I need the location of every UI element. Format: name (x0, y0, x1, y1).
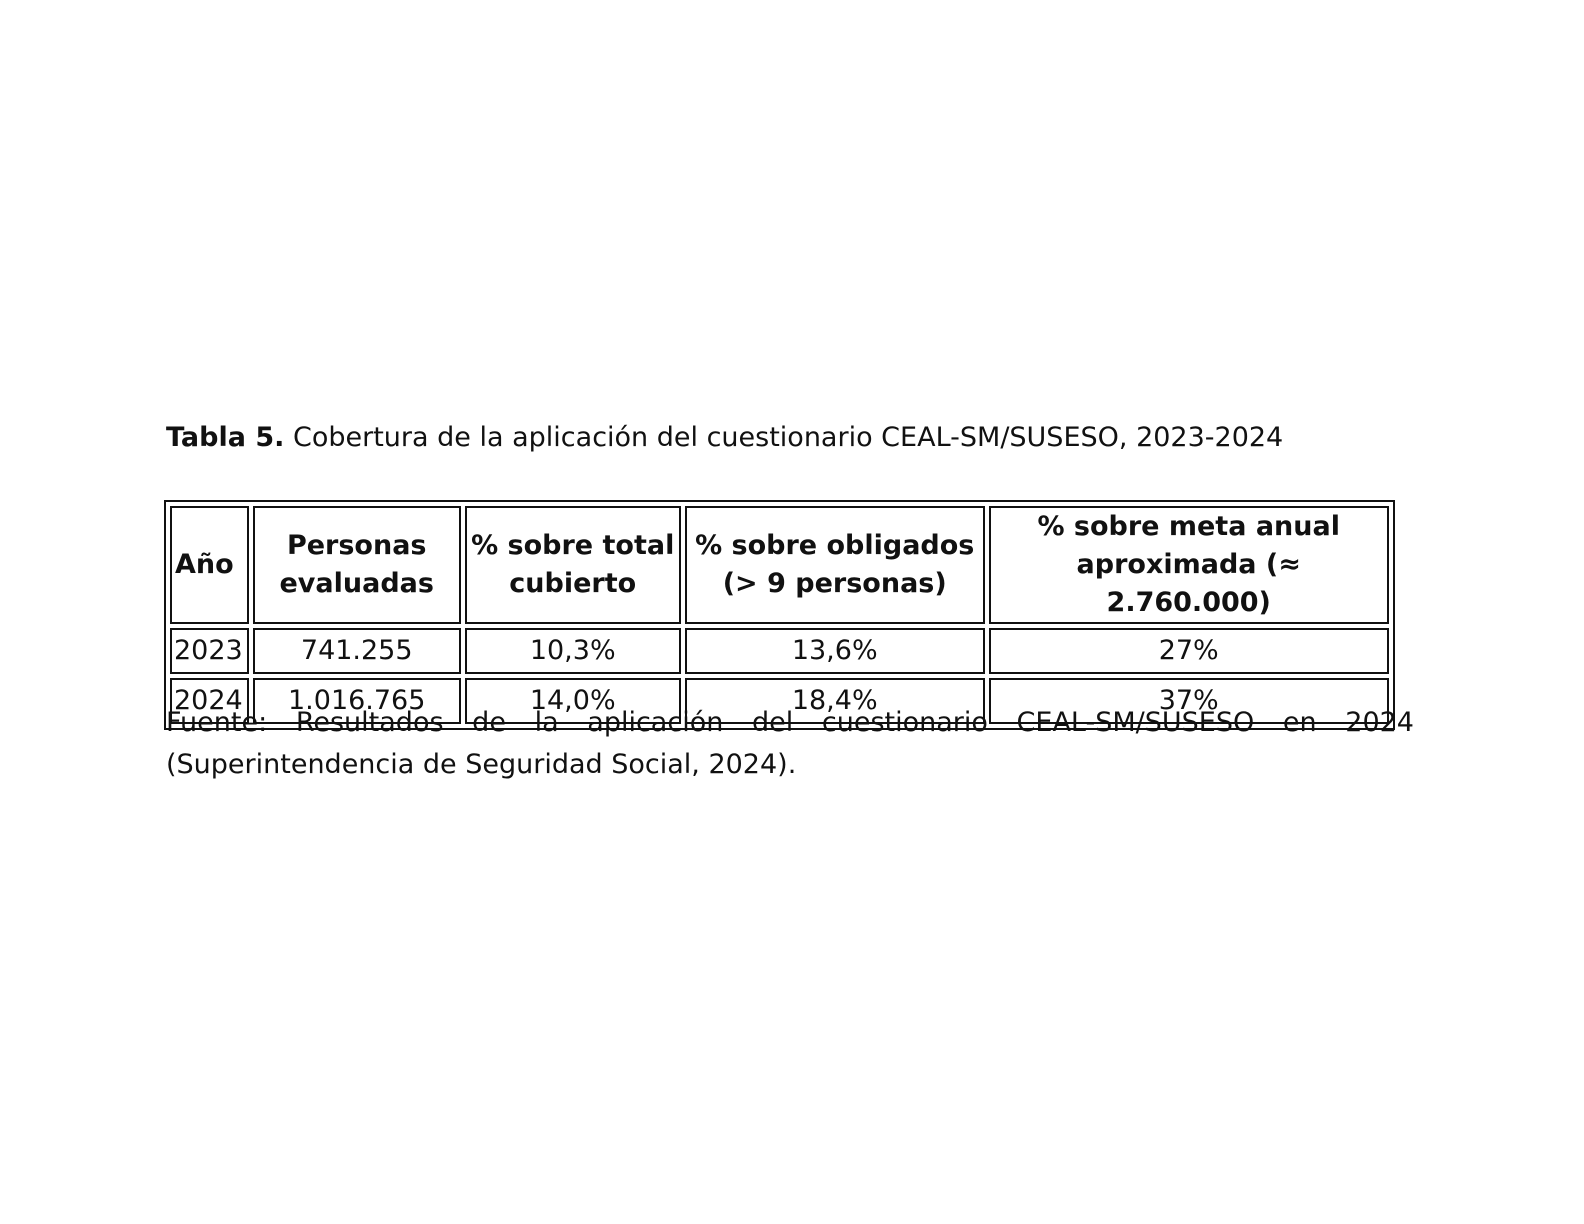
cell-goal: 37% (989, 678, 1389, 724)
header-year-text: Año (175, 549, 234, 580)
header-total-line2: cubierto (509, 568, 637, 599)
header-total-line1: % sobre total (471, 530, 675, 561)
header-obligated-line1: % sobre obligados (695, 530, 975, 561)
table-caption-text: Cobertura de la aplicación del cuestionario CEAL-SM/SUSESO, 2023-2024 (293, 422, 1284, 453)
cell-total: 14,0% (465, 678, 681, 724)
header-goal-line1: % sobre meta anual (1037, 511, 1340, 542)
cell-persons: 741.255 (253, 628, 461, 674)
header-year (170, 506, 249, 624)
cell-year: 2023 (170, 628, 249, 674)
header-obligated-line2: (> 9 personas) (722, 568, 947, 599)
header-persons (253, 506, 461, 624)
cell-persons: 1.016.765 (253, 678, 461, 724)
cell-year: 2024 (170, 678, 249, 724)
coverage-table (164, 500, 1395, 730)
header-persons-line1: Personas (286, 530, 427, 561)
header-goal (989, 506, 1389, 624)
cell-obligated: 13,6% (685, 628, 985, 674)
header-total (465, 506, 681, 624)
table-caption (166, 420, 1466, 456)
table-source-note: Fuente: Resultados de la aplicación del cuestionario CEAL-SM/SUSESO en 2024 (Superintendencia de Seguridad Social, 2024). (166, 707, 1414, 780)
table-caption-label: Tabla 5. (166, 422, 285, 453)
header-goal-line2: aproximada (≈ 2.760.000) (1076, 549, 1301, 618)
header-persons-line2: evaluadas (279, 568, 434, 599)
table-row (170, 628, 1389, 674)
cell-goal: 27% (989, 628, 1389, 674)
table-header-row (170, 506, 1389, 624)
header-obligated (685, 506, 985, 624)
cell-total: 10,3% (465, 628, 681, 674)
cell-obligated: 18,4% (685, 678, 985, 724)
